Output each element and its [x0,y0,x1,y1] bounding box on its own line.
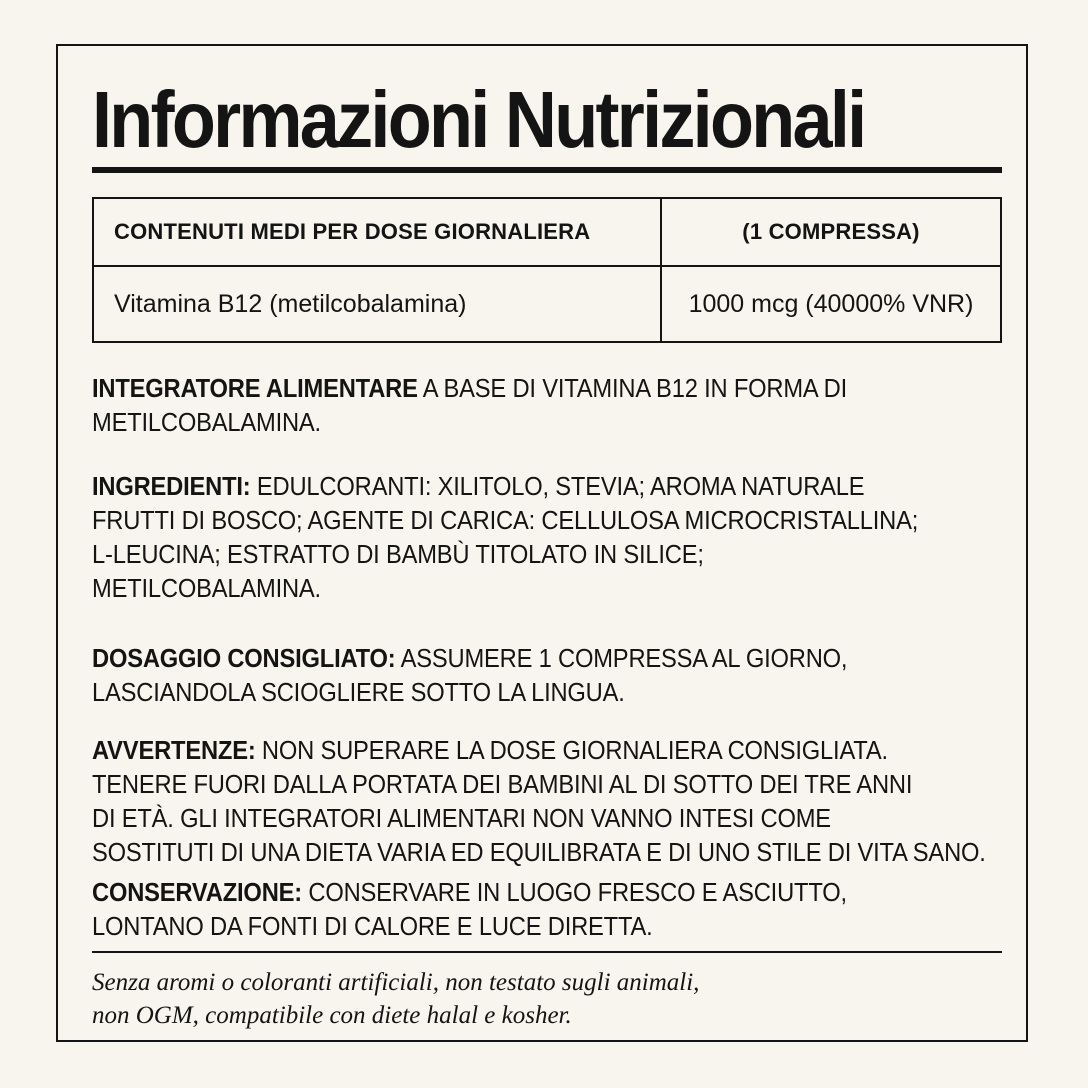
table-header-dose: CONTENUTI MEDI PER DOSE GIORNALIERA [93,198,661,266]
section-avvertenze [92,734,986,870]
section-line: LONTANO DA FONTI DI CALORE E LUCE DIRETTA. [92,913,653,941]
section-line [92,372,943,406]
section-line: METILCOBALAMINA. [92,575,321,603]
section-text: A BASE DI VITAMINA B12 IN FORMA DI [417,375,847,403]
section-text: EDULCORANTI: XILITOLO, STEVIA; AROMA NATURALE [250,473,865,501]
section-line: DI ETÀ. GLI INTEGRATORI ALIMENTARI NON VANNO INTESI COME [92,805,831,833]
section-text: ASSUMERE 1 COMPRESSA AL GIORNO, [395,645,848,673]
page-title: Informazioni Nutrizionali [92,75,865,164]
section-line: SOSTITUTI DI UNA DIETA VARIA ED EQUILIBRATA E DI UNO STILE DI VITA SANO. [92,839,986,867]
section-line: TENERE FUORI DALLA PORTATA DEI BAMBINI AL DI SOTTO DEI TRE ANNI [92,771,913,799]
section-text: NON SUPERARE LA DOSE GIORNALIERA CONSIGLIATA. [255,737,888,765]
section-line: L-LEUCINA; ESTRATTO DI BAMBÙ TITOLATO IN SILICE; [92,541,704,569]
nutrition-table [92,197,1002,343]
section-label: CONSERVAZIONE: [92,879,302,907]
footer-line: non OGM, compatibile con diete halal e kosher. [92,1002,572,1029]
section-line: LASCIANDOLA SCIOGLIERE SOTTO LA LINGUA. [92,679,625,707]
table-cell-nutrient: Vitamina B12 (metilcobalamina) [93,266,661,342]
section-line: FRUTTI DI BOSCO; AGENTE DI CARICA: CELLULOSA MICROCRISTALLINA; [92,507,919,535]
footer-line: Senza aromi o coloranti artificiali, non testato sugli animali, [92,969,700,996]
section-ingredienti [92,470,943,606]
nutrition-label-panel [56,44,1028,1042]
section-line [92,876,943,910]
table-header-row [93,198,1001,266]
section-line [92,734,943,768]
footer-note [92,966,1002,1032]
section-label: AVVERTENZE: [92,737,256,765]
table-row [93,266,1001,342]
footer-divider [92,951,1002,953]
table-cell-amount: 1000 mcg (40000% VNR) [661,266,1001,342]
section-line: METILCOBALAMINA. [92,409,321,437]
section-label: INTEGRATORE ALIMENTARE [92,375,418,403]
section-line [92,470,943,504]
section-conservazione [92,876,943,944]
section-dosaggio [92,642,943,710]
section-label: DOSAGGIO CONSIGLIATO: [92,645,396,673]
section-integratore [92,372,943,440]
table-header-unit: (1 COMPRESSA) [661,198,1001,266]
section-text: CONSERVARE IN LUOGO FRESCO E ASCIUTTO, [301,879,847,907]
section-line [92,642,943,676]
section-label: INGREDIENTI: [92,473,251,501]
title-divider [92,167,1002,173]
